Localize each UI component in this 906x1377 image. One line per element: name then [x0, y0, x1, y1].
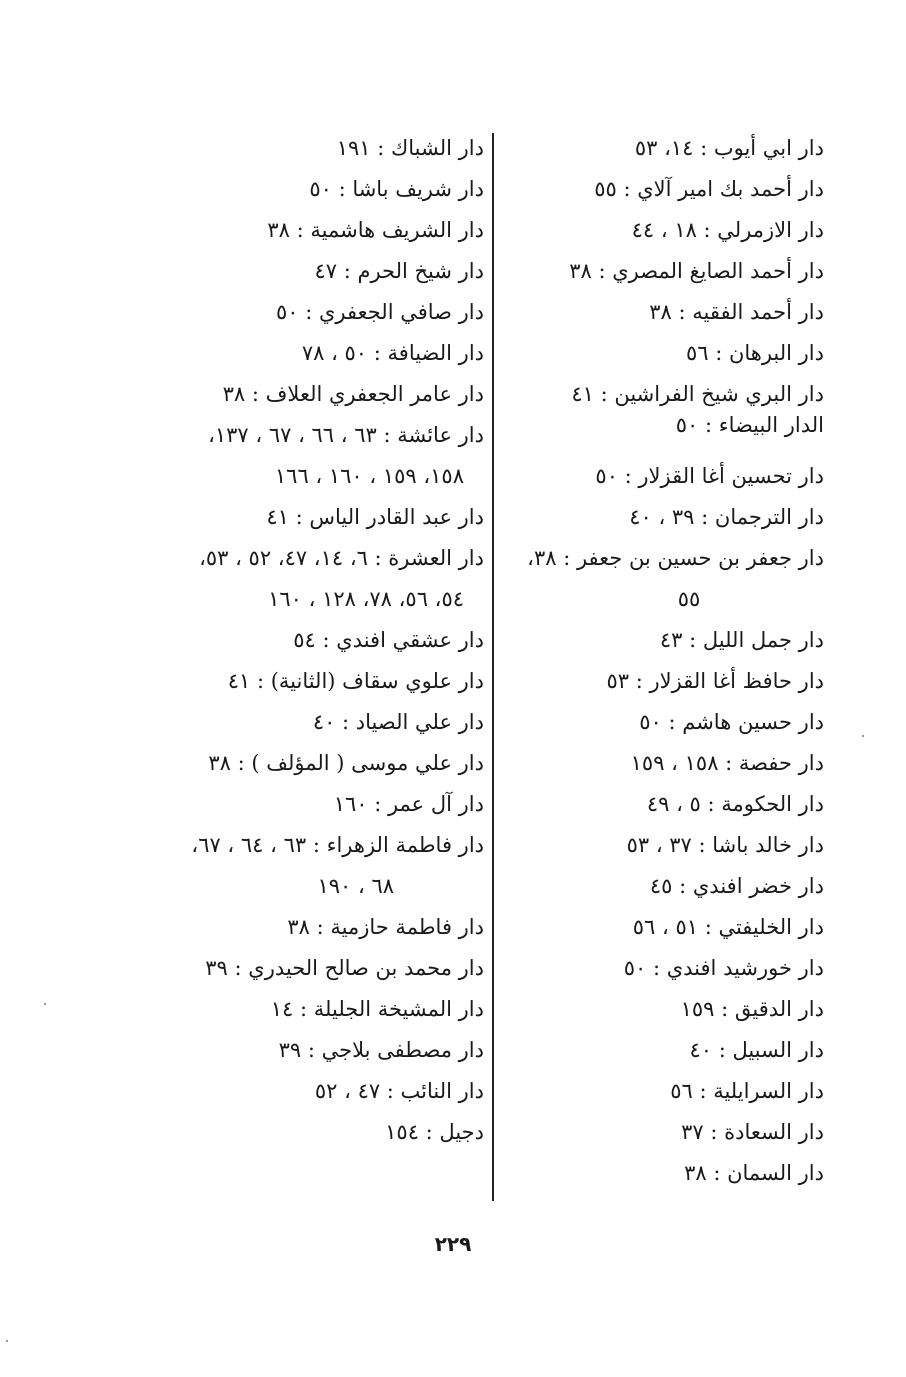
index-entry: دار الازمرلي : ١٨ ، ٤٤: [631, 218, 824, 242]
index-entry: دار خورشيد افندي : ٥٠: [623, 956, 824, 980]
index-column-right: [494, 128, 824, 1194]
index-entry: دار حافظ أغا القزلار : ٥٣: [606, 669, 824, 693]
index-entry: دجيل : ١٥٤: [385, 1120, 484, 1144]
page-number: ٢٢٩: [434, 1232, 472, 1256]
index-entry: الدار البيضاء : ٥٠: [675, 413, 824, 437]
index-entry: دار السرايلية : ٥٦: [670, 1079, 824, 1103]
index-entry: دار المشيخة الجليلة : ١٤: [270, 997, 484, 1021]
index-entry: دار ابي أيوب : ١٤، ٥٣: [634, 136, 824, 160]
index-entry: دار البري شيخ الفراشين : ٤١: [571, 382, 824, 406]
scan-speck: [6, 1340, 8, 1342]
index-entry: دار السبيل : ٤٠: [689, 1038, 824, 1062]
index-entry: دار الخليفتي : ٥١ ، ٥٦: [632, 915, 824, 939]
index-column-left: [154, 128, 484, 1153]
index-entry: دار الحكومة : ٥ ، ٤٩: [646, 792, 824, 816]
index-entry: دار فاطمة حازمية : ٣٨: [287, 915, 484, 939]
index-entry: دار خضر افندي : ٤٥: [649, 874, 824, 898]
column-divider: [492, 133, 494, 1201]
index-entry: دار العشرة : ٦، ١٤، ٤٧، ٥٢ ، ٥٣،: [199, 546, 484, 570]
index-entry: دار الترجمان : ٣٩ ، ٤٠: [629, 505, 824, 529]
index-entry: دار جمل الليل : ٤٣: [659, 628, 824, 652]
index-entry: دار الشريف هاشمية : ٣٨: [267, 218, 484, 242]
index-entry: دار مصطفى بلاجي : ٣٩: [278, 1038, 484, 1062]
index-entry: دار عبد القادر الياس : ٤١: [266, 505, 484, 529]
index-entry: دار آل عمر : ١٦٠: [333, 792, 484, 816]
index-entry: دار أحمد الفقيه : ٣٨: [649, 300, 824, 324]
index-entry-continuation: ٦٨ ، ١٩٠: [317, 874, 394, 898]
index-entry: دار الشباك : ١٩١: [336, 136, 484, 160]
index-entry: دار خالد باشا : ٣٧ ، ٥٣: [626, 833, 824, 857]
index-entry: دار البرهان : ٥٦: [685, 341, 824, 365]
index-entry: دار أحمد الصايغ المصري : ٣٨: [569, 259, 824, 283]
index-entry: دار جعفر بن حسين بن جعفر : ٣٨،: [527, 546, 824, 570]
index-entry: دار شيخ الحرم : ٤٧: [314, 259, 484, 283]
index-entry: دار النائب : ٤٧ ، ٥٢: [314, 1079, 484, 1103]
index-entry: دار السمان : ٣٨: [684, 1161, 824, 1185]
index-entry: دار تحسين أغا القزلار : ٥٠: [595, 464, 824, 488]
index-entry: دار صافي الجعفري : ٥٠: [275, 300, 484, 324]
index-entry: دار الضيافة : ٥٠ ، ٧٨: [301, 341, 484, 365]
index-entry: دار فاطمة الزهراء : ٦٣ ، ٦٤ ، ٦٧،: [191, 833, 484, 857]
scan-speck: [862, 735, 864, 737]
scan-speck: [44, 1003, 46, 1005]
index-entry: دار حسين هاشم : ٥٠: [639, 710, 824, 734]
index-entry: دار محمد بن صالح الحيدري : ٣٩: [205, 956, 484, 980]
index-entry-continuation: ٥٥: [677, 587, 701, 611]
index-entry: دار عامر الجعفري العلاف : ٣٨: [222, 382, 484, 406]
index-entry: دار علي الصياد : ٤٠: [312, 710, 484, 734]
index-entry: دار عشقي افندي : ٥٤: [293, 628, 484, 652]
index-entry: دار أحمد بك امير آلاي : ٥٥: [594, 177, 824, 201]
index-entry-continuation: ٥٤، ٥٦، ٧٨، ١٢٨ ، ١٦٠: [268, 587, 464, 611]
index-entry: دار شريف باشا : ٥٠: [309, 177, 484, 201]
index-entry-continuation: ١٥٨، ١٥٩ ، ١٦٠ ، ١٦٦: [274, 464, 464, 488]
index-entry: دار الدقيق : ١٥٩: [680, 997, 824, 1021]
index-entry: دار علوي سقاف (الثانية) : ٤١: [227, 669, 484, 693]
index-entry: دار السعادة : ٣٧: [681, 1120, 824, 1144]
index-entry: دار علي موسى ( المؤلف ) : ٣٨: [208, 751, 484, 775]
index-entry: دار عائشة : ٦٣ ، ٦٦ ، ٦٧ ، ١٣٧،: [208, 423, 484, 447]
index-entry: دار حفصة : ١٥٨ ، ١٥٩: [630, 751, 824, 775]
